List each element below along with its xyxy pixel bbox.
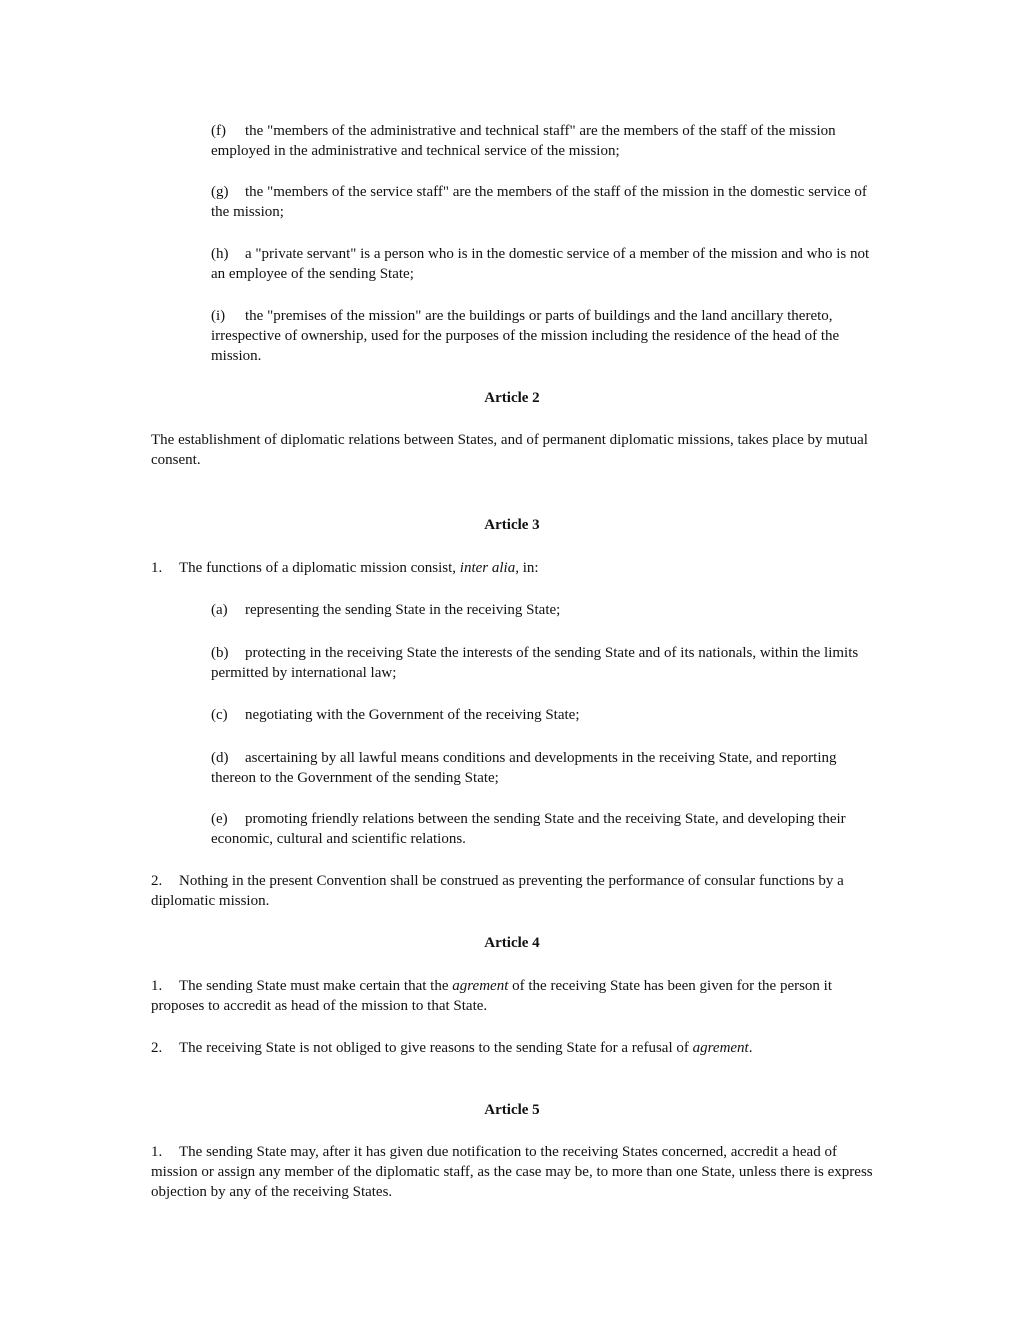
paragraph-number: 2. [151,873,163,889]
function-b [211,643,879,683]
paragraph-number: 2. [151,1040,163,1056]
definition-text: a "private servant" is a person who is in the domestic service of a member of the mission and who is not an employee of the sending State; [211,246,870,282]
article-3-heading: Article 3 [484,517,540,533]
function-text: ascertaining by all lawful means conditions and developments in the receiving State, and reporting thereon to the Government of the sending State; [211,750,837,786]
article-5-heading: Article 5 [484,1102,540,1118]
article-4-paragraph-1 [151,976,873,1016]
item-marker: (f) [211,123,226,139]
article-3-paragraph-1 [151,558,873,578]
article-2-heading: Article 2 [484,390,540,406]
paragraph-text: The sending State must make certain that the [179,978,453,994]
paragraph-number: 1. [151,1144,163,1160]
paragraph-text-end: of the receiving State has been given for the person it proposes to accredit as head of the mission to that State. [151,978,833,1014]
definition-text: the "members of the service staff" are the members of the staff of the mission in the domestic service of the mission; [211,184,867,220]
function-text: negotiating with the Government of the receiving State; [245,707,580,723]
item-marker: (b) [211,645,229,661]
item-marker: (h) [211,246,229,262]
function-d [211,748,879,788]
item-marker: (c) [211,707,228,723]
function-c [211,705,879,725]
paragraph-text: The functions of a diplomatic mission consist, [179,560,460,576]
definition-g [211,182,879,222]
item-marker: (e) [211,811,228,827]
paragraph-text: The sending State may, after it has given due notification to the receiving States concerned, accredit a head of mission or assign any member of the diplomatic staff, as the case may be, to more than one State, unless there is express objection by any of the receiving States. [151,1144,873,1200]
definition-i [211,306,879,366]
article-4-paragraph-2 [151,1038,873,1058]
article-3-paragraph-2 [151,871,873,911]
definition-text: the "members of the administrative and technical staff" are the members of the staff of the mission employed in the administrative and technical service of the mission; [211,123,836,159]
paragraph-number: 1. [151,978,163,994]
function-text: representing the sending State in the receiving State; [245,602,561,618]
paragraph-number: 1. [151,560,163,576]
item-marker: (a) [211,602,228,618]
item-marker: (i) [211,308,226,324]
paragraph-text-end: in: [518,560,539,576]
function-text: promoting friendly relations between the sending State and the receiving State, and developing their economic, cultural and scientific relations. [211,811,846,847]
italic-term: agrement [452,978,509,994]
item-marker: (g) [211,184,229,200]
italic-term: inter alia, [459,560,519,576]
article-5-paragraph-1 [151,1142,873,1202]
italic-term: agrement [692,1040,749,1056]
function-text: protecting in the receiving State the interests of the sending State and of its nationals, within the limits permitted by international law; [211,645,859,681]
definition-f [211,121,879,161]
function-a [211,600,879,620]
item-marker: (d) [211,750,229,766]
article-4-heading: Article 4 [484,935,540,951]
definition-text: the "premises of the mission" are the buildings or parts of buildings and the land ancillary thereto, irrespective of ownership, used for the purposes of the mission including the residence of the head of the mission. [211,308,840,364]
function-e [211,809,879,849]
paragraph-text-end: . [748,1040,753,1056]
article-2-text: The establishment of diplomatic relations between States, and of permanent diplomatic missions, takes place by mutual consent. [151,432,868,468]
definition-h [211,244,879,284]
paragraph-text: Nothing in the present Convention shall be construed as preventing the performance of consular functions by a diplomatic mission. [151,873,844,909]
paragraph-text: The receiving State is not obliged to give reasons to the sending State for a refusal of [179,1040,693,1056]
